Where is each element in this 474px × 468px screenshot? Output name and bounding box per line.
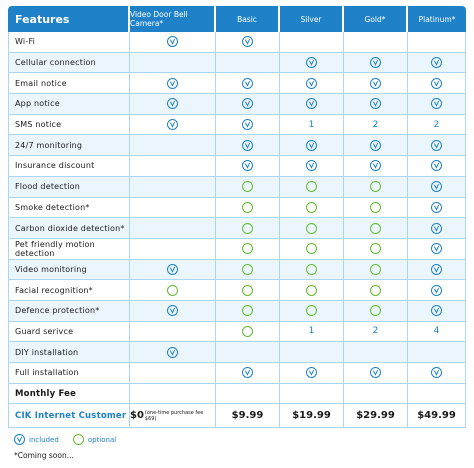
table-cell — [408, 53, 466, 74]
table-cell — [216, 384, 280, 405]
included-check-icon — [431, 264, 442, 275]
included-check-icon — [370, 78, 381, 89]
pricing-label: CIK Internet Customer — [8, 404, 130, 428]
feature-label: SMS notice — [8, 115, 130, 136]
included-check-icon — [242, 140, 253, 151]
table-cell — [408, 177, 466, 198]
table-cell — [216, 53, 280, 74]
table-row — [8, 280, 466, 301]
included-check-icon — [431, 202, 442, 213]
table-cell — [280, 342, 344, 363]
table-row — [8, 94, 466, 115]
feature-label: Full installation — [8, 363, 130, 384]
table-cell — [344, 280, 408, 301]
table-cell — [408, 322, 466, 343]
table-cell — [344, 218, 408, 239]
included-check-icon — [370, 160, 381, 171]
table-row — [8, 322, 466, 343]
table-cell — [344, 53, 408, 74]
quantity-value: 4 — [433, 326, 440, 337]
feature-label: App notice — [8, 94, 130, 115]
quantity-value: 2 — [372, 326, 379, 337]
included-check-icon — [167, 119, 178, 130]
included-check-icon — [306, 57, 317, 68]
table-cell — [280, 322, 344, 343]
optional-circle-icon — [242, 305, 253, 316]
table-cell — [130, 115, 216, 136]
optional-circle-icon — [370, 223, 381, 234]
table-cell — [408, 198, 466, 219]
optional-circle-icon — [370, 202, 381, 213]
included-check-icon — [242, 160, 253, 171]
table-cell — [216, 94, 280, 115]
header-video-door-bell: Video Door Bell Camera* — [130, 6, 216, 32]
included-check-icon — [242, 367, 253, 378]
table-cell — [408, 94, 466, 115]
optional-circle-icon — [242, 285, 253, 296]
price-gold: $29.99 — [344, 404, 408, 428]
price-platinum: $49.99 — [408, 404, 466, 428]
table-cell — [344, 32, 408, 53]
included-check-icon — [431, 285, 442, 296]
table-row — [8, 342, 466, 363]
table-cell — [130, 32, 216, 53]
table-cell — [344, 135, 408, 156]
table-cell — [344, 301, 408, 322]
feature-label: 24/7 monitoring — [8, 135, 130, 156]
table-cell — [344, 342, 408, 363]
feature-label: Flood detection — [8, 177, 130, 198]
included-check-icon — [242, 98, 253, 109]
table-cell — [216, 198, 280, 219]
table-cell — [216, 363, 280, 384]
feature-label: Email notice — [8, 73, 130, 94]
table-cell — [280, 73, 344, 94]
table-row — [8, 198, 466, 219]
price-basic: $9.99 — [216, 404, 280, 428]
table-cell — [216, 32, 280, 53]
table-row — [8, 260, 466, 281]
table-cell — [344, 73, 408, 94]
table-cell — [344, 363, 408, 384]
optional-circle-icon — [73, 434, 84, 445]
table-cell — [280, 218, 344, 239]
table-cell — [408, 363, 466, 384]
feature-rows — [8, 32, 466, 384]
table-cell — [130, 198, 216, 219]
table-cell — [344, 239, 408, 260]
table-cell — [216, 135, 280, 156]
table-cell — [408, 342, 466, 363]
table-header — [8, 6, 466, 32]
price-video-door-bell — [130, 404, 216, 428]
table-cell — [408, 384, 466, 405]
table-cell — [344, 322, 408, 343]
table-cell — [408, 218, 466, 239]
monthly-fee-row — [8, 384, 466, 405]
feature-label: Cellular connection — [8, 53, 130, 74]
included-check-icon — [431, 243, 442, 254]
optional-circle-icon — [306, 223, 317, 234]
optional-circle-icon — [242, 223, 253, 234]
table-cell — [130, 280, 216, 301]
table-cell — [408, 156, 466, 177]
optional-circle-icon — [370, 264, 381, 275]
legend-optional-label: optional — [87, 435, 117, 444]
feature-label: Smoke detection* — [8, 198, 130, 219]
optional-circle-icon — [306, 181, 317, 192]
optional-circle-icon — [242, 202, 253, 213]
included-check-icon — [431, 160, 442, 171]
table-row — [8, 301, 466, 322]
table-cell — [130, 363, 216, 384]
feature-label: Insurance discount — [8, 156, 130, 177]
table-cell — [344, 177, 408, 198]
table-cell — [344, 94, 408, 115]
footnote: *Coming soon... — [14, 451, 74, 460]
table-cell — [280, 177, 344, 198]
table-cell — [280, 198, 344, 219]
table-cell — [344, 384, 408, 405]
quantity-value: 2 — [372, 119, 379, 130]
included-check-icon — [370, 98, 381, 109]
table-row — [8, 239, 466, 260]
table-cell — [216, 115, 280, 136]
included-check-icon — [242, 36, 253, 47]
table-row — [8, 73, 466, 94]
table-cell — [280, 280, 344, 301]
optional-circle-icon — [242, 264, 253, 275]
included-check-icon — [306, 78, 317, 89]
included-check-icon — [370, 367, 381, 378]
included-check-icon — [306, 367, 317, 378]
optional-circle-icon — [370, 305, 381, 316]
table-cell — [216, 322, 280, 343]
price-value: $0 — [130, 410, 144, 422]
table-cell — [280, 53, 344, 74]
table-cell — [130, 53, 216, 74]
included-check-icon — [431, 78, 442, 89]
included-check-icon — [431, 305, 442, 316]
feature-label: Wi-Fi — [8, 32, 130, 53]
table-cell — [216, 218, 280, 239]
table-cell — [344, 260, 408, 281]
header-platinum: Platinum* — [408, 6, 466, 32]
table-cell — [216, 156, 280, 177]
table-cell — [280, 301, 344, 322]
optional-circle-icon — [370, 285, 381, 296]
table-cell — [130, 260, 216, 281]
legend-optional — [73, 434, 116, 445]
table-cell — [344, 156, 408, 177]
table-cell — [130, 384, 216, 405]
table-cell — [216, 342, 280, 363]
table-cell — [408, 115, 466, 136]
table-cell — [344, 198, 408, 219]
header-basic: Basic — [216, 6, 280, 32]
table-cell — [344, 115, 408, 136]
table-cell — [280, 363, 344, 384]
included-check-icon — [431, 223, 442, 234]
table-cell — [280, 156, 344, 177]
included-check-icon — [306, 160, 317, 171]
included-check-icon — [167, 98, 178, 109]
quantity-value: 1 — [308, 119, 315, 130]
table-cell — [216, 301, 280, 322]
table-cell — [408, 301, 466, 322]
table-cell — [130, 239, 216, 260]
feature-label: Carbon dioxide detection* — [8, 218, 130, 239]
table-cell — [130, 177, 216, 198]
legend — [14, 434, 130, 445]
table-cell — [130, 73, 216, 94]
table-cell — [408, 239, 466, 260]
table-cell — [130, 135, 216, 156]
table-cell — [216, 280, 280, 301]
table-cell — [408, 280, 466, 301]
table-row — [8, 32, 466, 53]
optional-circle-icon — [167, 285, 178, 296]
table-cell — [130, 218, 216, 239]
table-row — [8, 363, 466, 384]
included-check-icon — [306, 98, 317, 109]
included-check-icon — [431, 367, 442, 378]
monthly-fee-label: Monthly Fee — [8, 384, 130, 405]
table-cell — [280, 384, 344, 405]
legend-included — [14, 434, 59, 445]
table-row — [8, 177, 466, 198]
table-cell — [130, 156, 216, 177]
optional-circle-icon — [306, 264, 317, 275]
price-note: (one-time purchase fee $69) — [144, 409, 204, 422]
included-check-icon — [242, 119, 253, 130]
table-row — [8, 53, 466, 74]
included-check-icon — [167, 264, 178, 275]
included-check-icon — [242, 78, 253, 89]
table-cell — [280, 115, 344, 136]
feature-label: Guard serivce — [8, 322, 130, 343]
feature-label: DIY installation — [8, 342, 130, 363]
table-cell — [130, 301, 216, 322]
included-check-icon — [431, 57, 442, 68]
header-gold: Gold* — [344, 6, 408, 32]
table-cell — [408, 73, 466, 94]
header-silver: Silver — [280, 6, 344, 32]
optional-circle-icon — [306, 243, 317, 254]
included-check-icon — [167, 347, 178, 358]
optional-circle-icon — [306, 202, 317, 213]
included-check-icon — [370, 57, 381, 68]
feature-label: Defence protection* — [8, 301, 130, 322]
table-cell — [280, 32, 344, 53]
legend-included-label: included — [29, 435, 59, 444]
included-check-icon — [370, 140, 381, 151]
included-check-icon — [167, 305, 178, 316]
optional-circle-icon — [306, 285, 317, 296]
feature-label: Facial recognition* — [8, 280, 130, 301]
table-row — [8, 156, 466, 177]
table-row — [8, 115, 466, 136]
price-silver: $19.99 — [280, 404, 344, 428]
table-cell — [216, 260, 280, 281]
header-features: Features — [8, 6, 130, 32]
table-cell — [408, 135, 466, 156]
included-check-icon — [431, 140, 442, 151]
optional-circle-icon — [242, 326, 253, 337]
table-cell — [216, 177, 280, 198]
included-check-icon — [431, 98, 442, 109]
feature-label: Pet friendly motion detection — [8, 239, 130, 260]
table-cell — [130, 94, 216, 115]
optional-circle-icon — [306, 305, 317, 316]
table-cell — [408, 260, 466, 281]
table-cell — [216, 239, 280, 260]
table-cell — [280, 260, 344, 281]
table-row — [8, 135, 466, 156]
pricing-row — [8, 404, 466, 428]
table-cell — [130, 342, 216, 363]
optional-circle-icon — [242, 243, 253, 254]
included-check-icon — [431, 181, 442, 192]
table-cell — [280, 135, 344, 156]
quantity-value: 1 — [308, 326, 315, 337]
optional-circle-icon — [370, 243, 381, 254]
included-check-icon — [167, 78, 178, 89]
table-cell — [280, 94, 344, 115]
table-cell — [280, 239, 344, 260]
included-check-icon — [14, 434, 25, 445]
table-cell — [216, 73, 280, 94]
table-cell — [408, 32, 466, 53]
quantity-value: 2 — [433, 119, 440, 130]
optional-circle-icon — [370, 181, 381, 192]
included-check-icon — [167, 36, 178, 47]
included-check-icon — [306, 140, 317, 151]
table-row — [8, 218, 466, 239]
feature-label: Video monitoring — [8, 260, 130, 281]
plan-comparison-table — [8, 6, 466, 428]
table-cell — [130, 322, 216, 343]
optional-circle-icon — [242, 181, 253, 192]
